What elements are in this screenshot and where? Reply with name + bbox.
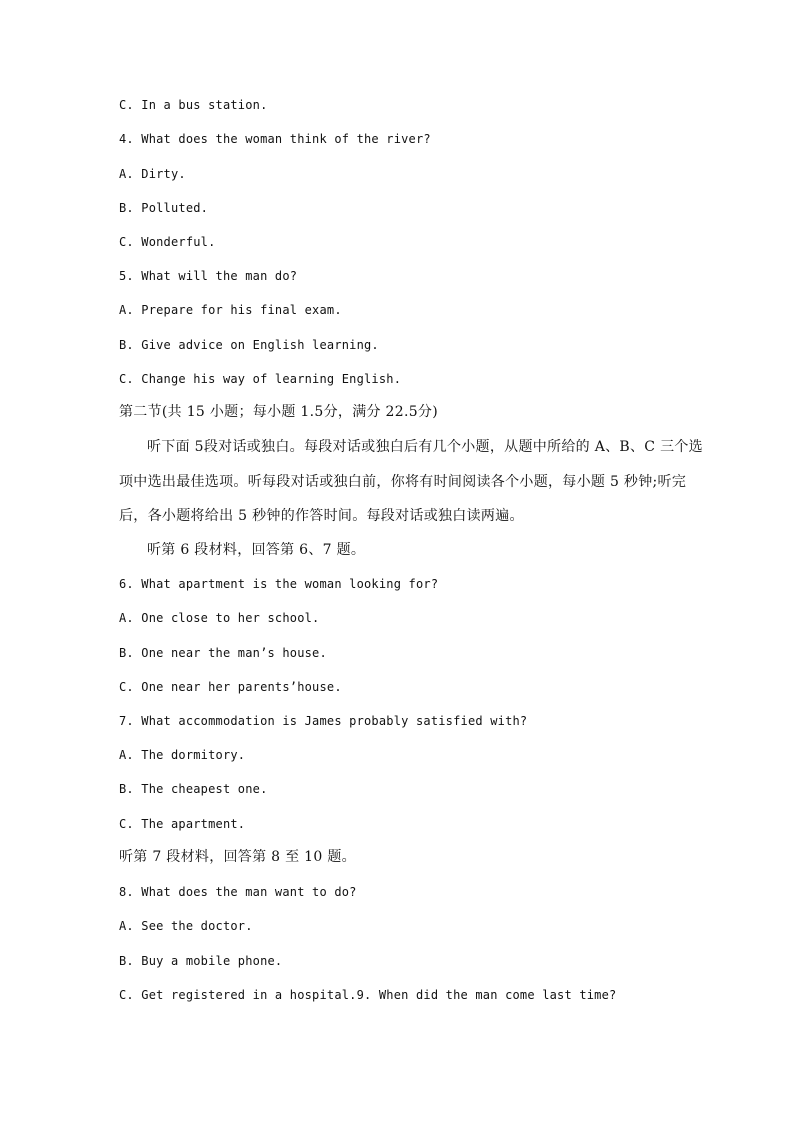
option-7a: A. The dormitory. (119, 748, 246, 762)
option-8b: B. Buy a mobile phone. (119, 954, 283, 968)
instruction-line-3: 后，各小题将给出 5 秒钟的作答时间。每段对话或独白读两遍。 (119, 508, 524, 524)
option-4a: A. Dirty. (119, 167, 186, 181)
question-4: 4. What does the woman think of the river? (119, 132, 431, 146)
instruction-line-1: 听下面 5段对话或独白。每段对话或独白后有几个小题，从题中所给的 A、B、C 三个选 (147, 439, 703, 455)
option-3c: C. In a bus station. (119, 98, 268, 112)
question-6: 6. What apartment is the woman looking for? (119, 577, 439, 591)
question-8: 8. What does the man want to do? (119, 885, 357, 899)
option-4b: B. Polluted. (119, 201, 209, 215)
option-5a: A. Prepare for his final exam. (119, 303, 342, 317)
option-5c: C. Change his way of learning English. (119, 372, 402, 386)
material-7-instruction: 听第 7 段材料，回答第 8 至 10 题。 (119, 849, 356, 865)
option-6a: A. One close to her school. (119, 611, 320, 625)
question-7: 7. What accommodation is James probably satisfied with? (119, 714, 528, 728)
option-6c: C. One near her parents’house. (119, 680, 342, 694)
option-6b: B. One near the man’s house. (119, 646, 327, 660)
option-8c-question-9: C. Get registered in a hospital.9. When did the man come last time? (119, 988, 617, 1002)
question-5: 5. What will the man do? (119, 269, 298, 283)
option-4c: C. Wonderful. (119, 235, 216, 249)
option-7b: B. The cheapest one. (119, 782, 268, 796)
option-8a: A. See the doctor. (119, 919, 253, 933)
material-6-instruction: 听第 6 段材料，回答第 6、7 题。 (147, 542, 366, 558)
section-heading: 第二节(共 15 小题；每小题 1.5分，满分 22.5分) (119, 404, 438, 420)
option-5b: B. Give advice on English learning. (119, 338, 379, 352)
option-7c: C. The apartment. (119, 817, 246, 831)
instruction-line-2: 项中选出最佳选项。听每段对话或独白前，你将有时间阅读各个小题，每小题 5 秒钟;听完 (119, 474, 687, 490)
